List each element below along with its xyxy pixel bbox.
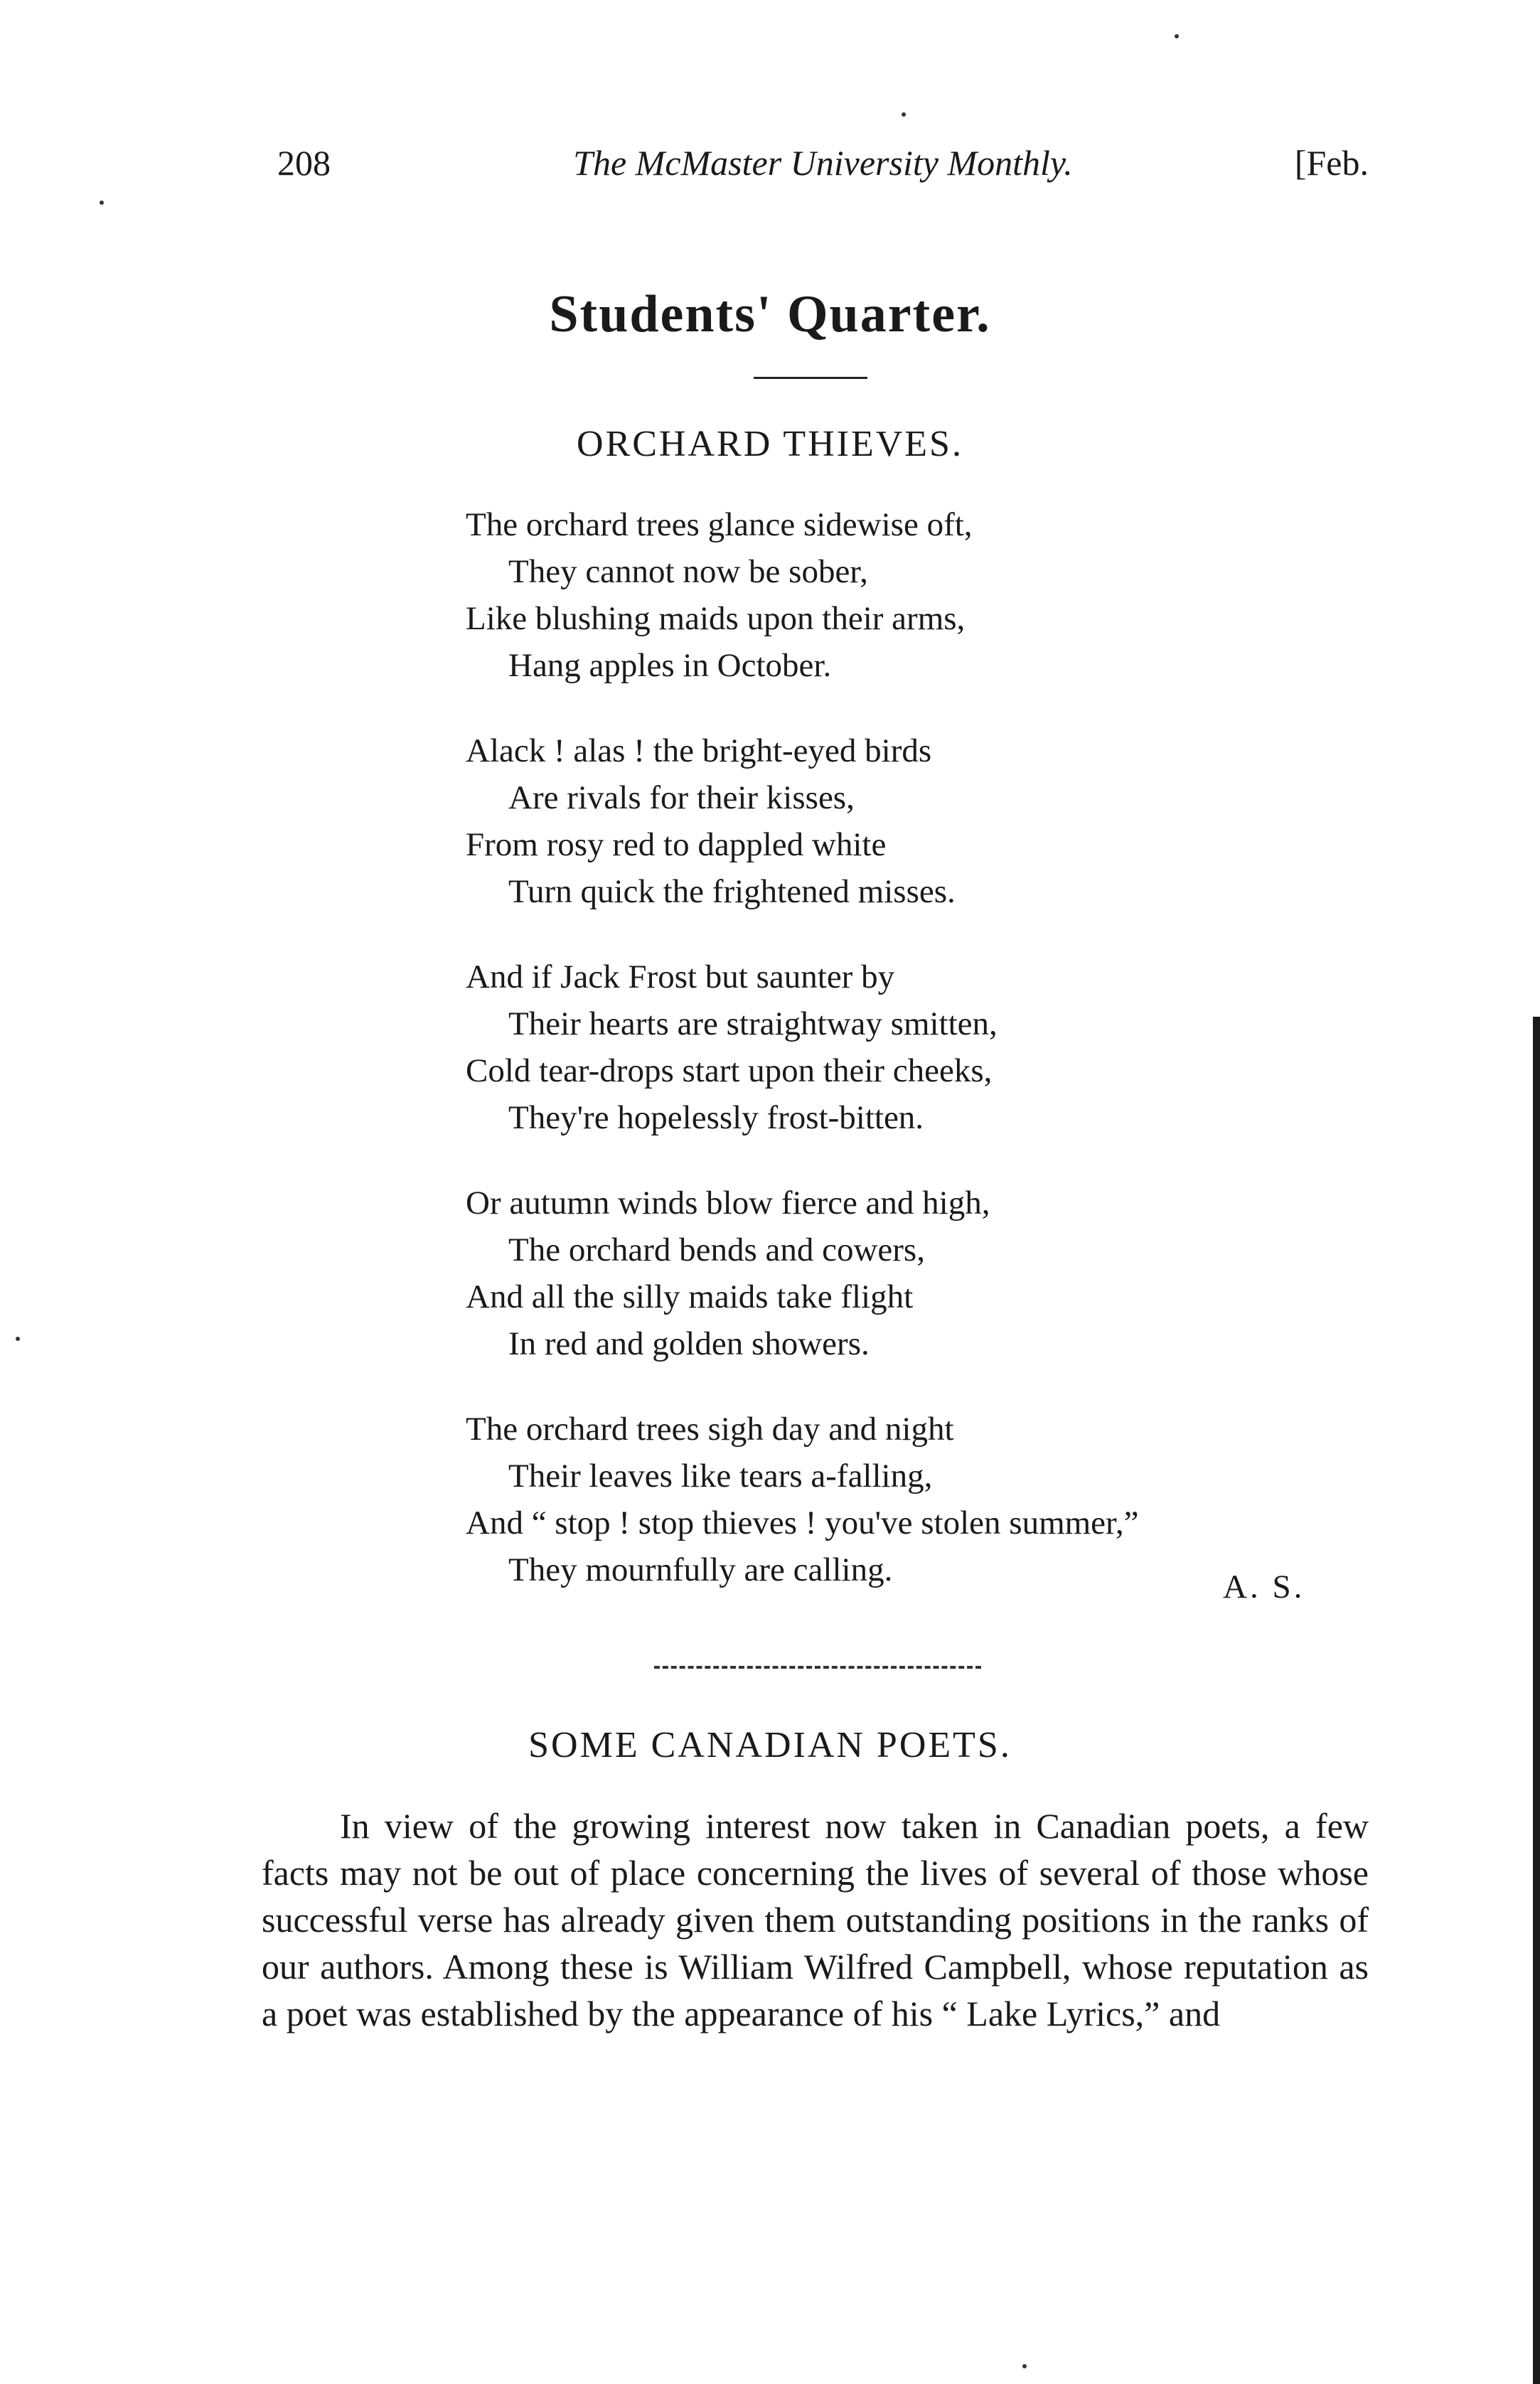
poem-line: And if Jack Frost but saunter by bbox=[466, 958, 895, 995]
page-edge-shadow bbox=[1533, 1017, 1540, 2384]
heading-divider bbox=[754, 377, 867, 379]
section-divider bbox=[654, 1666, 981, 1669]
issue-month: [Feb. bbox=[1294, 143, 1369, 183]
poem bbox=[466, 501, 1390, 1632]
poem-line: The orchard bends and cowers, bbox=[508, 1231, 925, 1268]
poem-line: From rosy red to dappled white bbox=[466, 826, 887, 863]
stanza bbox=[466, 953, 1390, 1141]
poem-line: Cold tear-drops start upon their cheeks, bbox=[466, 1052, 993, 1089]
ink-speck bbox=[1175, 34, 1179, 38]
article-paragraph: In view of the growing interest now taken in Canadian poets, a few facts may not be out of place concerning the lives of several of those whose successful verse has already given them outstanding positions in the ranks of our authors. Among these is William Wilfred Campbell, whose reputation as a poet was established by the appearance of his “ Lake Lyrics,” and bbox=[262, 1806, 1369, 2033]
ink-speck bbox=[100, 201, 104, 205]
journal-title: The McMaster University Monthly. bbox=[573, 143, 1073, 183]
poem-line: They cannot now be sober, bbox=[508, 553, 868, 590]
poem-line: Their hearts are straightway smitten, bbox=[508, 1005, 998, 1042]
ink-speck bbox=[1022, 2364, 1027, 2368]
running-header bbox=[277, 142, 1369, 192]
stanza bbox=[466, 1406, 1390, 1593]
poem-line: Or autumn winds blow fierce and high, bbox=[466, 1185, 990, 1222]
poem-line: The orchard trees sigh day and night bbox=[466, 1411, 954, 1448]
ink-speck bbox=[902, 112, 906, 117]
poem-line: Like blushing maids upon their arms, bbox=[466, 600, 966, 637]
stanza bbox=[466, 727, 1390, 915]
stanza bbox=[466, 1180, 1390, 1367]
poem-line: And all the silly maids take flight bbox=[466, 1278, 914, 1315]
article-title: SOME CANADIAN POETS. bbox=[528, 1725, 1012, 1765]
poem-line: Alack ! alas ! the bright-eyed birds bbox=[466, 732, 932, 769]
ink-speck bbox=[16, 1337, 20, 1341]
poem-line: They're hopelessly frost-bitten. bbox=[508, 1099, 924, 1136]
poem-line: In red and golden showers. bbox=[508, 1325, 870, 1362]
page-number: 208 bbox=[277, 143, 331, 183]
poem-line: And “ stop ! stop thieves ! you've stolen summer,” bbox=[466, 1504, 1139, 1541]
poem-line: Are rivals for their kisses, bbox=[508, 779, 855, 816]
poem-line: They mournfully are calling. bbox=[508, 1551, 893, 1588]
poem-title: ORCHARD THIEVES. bbox=[577, 424, 963, 464]
poem-author: A. S. bbox=[1223, 1568, 1305, 1605]
poem-line: Hang apples in October. bbox=[508, 647, 832, 684]
poem-line: Turn quick the frightened misses. bbox=[508, 873, 956, 910]
stanza bbox=[466, 501, 1390, 689]
poem-line: The orchard trees glance sidewise oft, bbox=[466, 506, 973, 543]
poem-line: Their leaves like tears a-falling, bbox=[508, 1458, 933, 1495]
section-heading: Students' Quarter. bbox=[549, 285, 991, 343]
